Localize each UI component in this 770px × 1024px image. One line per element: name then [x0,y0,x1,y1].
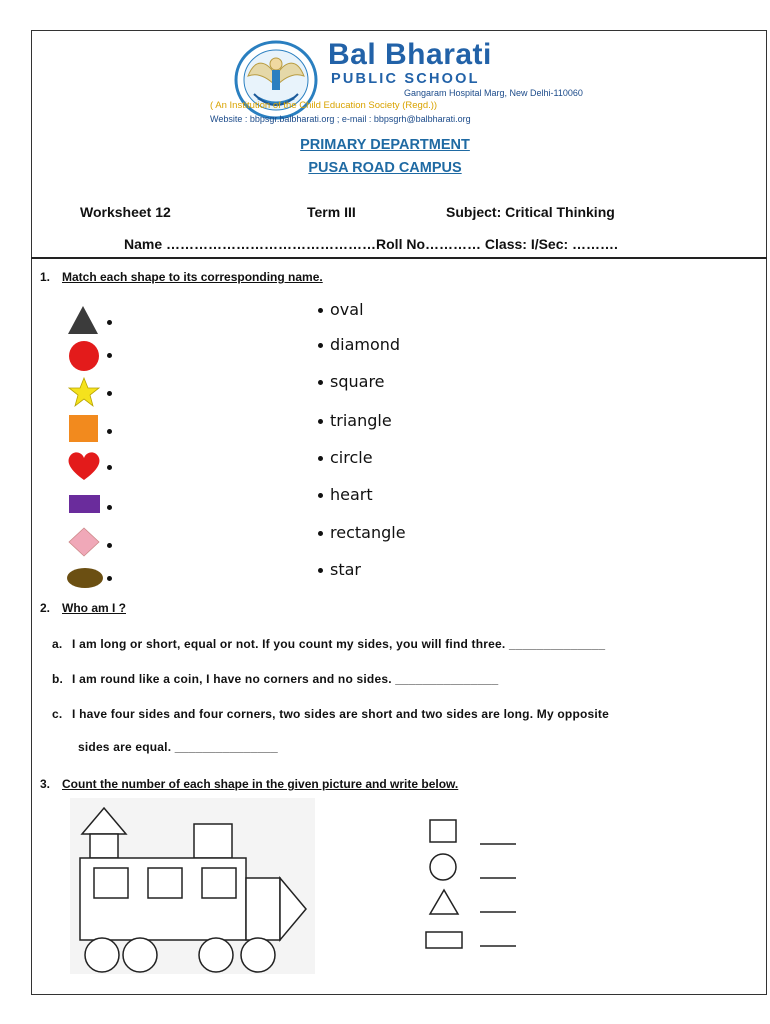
match-dot[interactable] [107,576,112,581]
question-2-text: Who am I ? [62,601,126,615]
shape-name-oval[interactable]: oval [318,300,364,319]
oval-shape [66,566,104,590]
shape-name-triangle[interactable]: triangle [318,411,392,430]
match-dot[interactable] [107,543,112,548]
department-title: PRIMARY DEPARTMENT [300,137,470,153]
question-3 [40,777,458,791]
match-dot[interactable] [107,391,112,396]
train-picture [70,798,315,974]
school-name: Bal Bharati [328,38,492,71]
heart-shape [66,450,102,482]
question-2-number: 2. [40,601,51,615]
institution-line: ( An Institution of the Child Education Society (Regd.)) [210,100,438,111]
diamond-shape [68,526,102,558]
question-2c: c. I have four sides and four corners, two sides are short and two sides are long. My opposite [52,707,609,721]
match-dot[interactable] [107,353,112,358]
star-shape [68,376,102,408]
worksheet-number: Worksheet 12 [80,204,171,220]
match-dot[interactable] [107,320,112,325]
match-dot[interactable] [107,429,112,434]
campus-title: PUSA ROAD CAMPUS [308,160,462,176]
question-1 [40,270,323,284]
shape-name-circle[interactable]: circle [318,448,373,467]
question-3-number: 3. [40,777,51,791]
subject-label: Subject: Critical Thinking [446,204,615,220]
student-details-line: Name ………………………………………Roll No………… Class: I/Sec: ………. [124,236,618,252]
header-divider [31,257,767,259]
question-2b: b. I am round like a coin, I have no corners and no sides. _______________ [52,672,499,686]
rectangle-shape [68,494,102,516]
triangle-shape [66,304,100,336]
question-3-text: Count the number of each shape in the given picture and write below. [62,777,459,791]
website-line: Website : bbpsgr.balbharati.org ; e-mail : bbpsgrh@balbharati.org [210,114,471,124]
question-1-number: 1. [40,270,51,284]
shape-name-diamond[interactable]: diamond [318,335,400,354]
shape-name-heart[interactable]: heart [318,485,373,504]
shape-name-rectangle[interactable]: rectangle [318,523,406,542]
question-2c-continued: sides are equal. _______________ [78,740,278,754]
school-address: Gangaram Hospital Marg, New Delhi-110060 [404,88,583,98]
question-1-text: Match each shape to its corresponding name. [62,270,323,284]
school-subtitle: PUBLIC SCHOOL [331,71,480,87]
term-label: Term III [307,204,356,220]
shape-name-square[interactable]: square [318,372,385,391]
square-shape [68,414,102,444]
shape-name-star[interactable]: star [318,560,361,579]
shape-count-key [414,810,534,970]
match-dot[interactable] [107,505,112,510]
question-2a: a. I am long or short, equal or not. If you count my sides, you will find three. ______________ [52,637,606,651]
question-2 [40,601,126,615]
match-dot[interactable] [107,465,112,470]
circle-shape [68,340,102,372]
